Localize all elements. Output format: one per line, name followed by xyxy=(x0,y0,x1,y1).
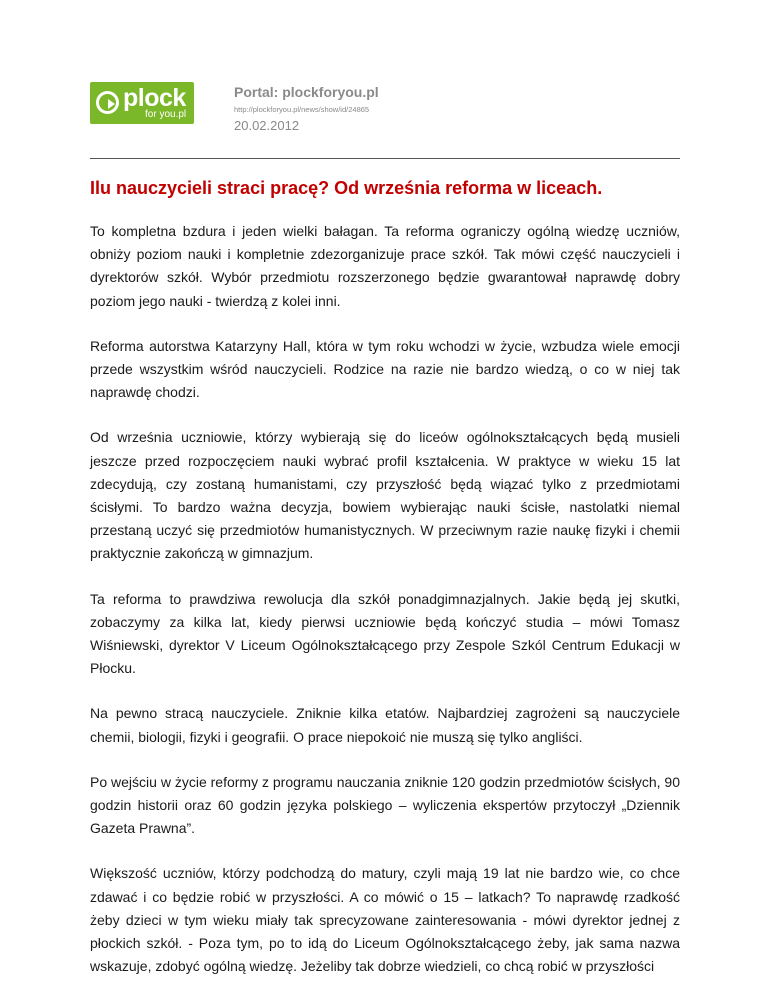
article-paragraph: Większość uczniów, którzy podchodzą do matury, czyli mają 19 lat nie bardzo wie, co chce zdawać i co będzie robić w przyszłości. A co mówić o 15 – latkach? To naprawdę rzadkość żeby dzieci w tym wieku miały tak sprecyzowane zainteresowania - mówi dyrektor jednej z płockich szkół. - Poza tym, po to idą do Liceum Ogólnokształcącego żeby, jak sama nazwa wskazuje, zdobyć ogólną wiedzę. Jeżeliby tak dobrze wiedzieli, co chcą robić w przyszłości xyxy=(90,865,680,975)
article-paragraph: Reforma autorstwa Katarzyny Hall, która w tym roku wchodzi w życie, wzbudza wiele emocji przede wszystkim wśród nauczycieli. Rodzice na razie nie bardzo wiedzą, o co w niej tak naprawdę chodzi. xyxy=(90,337,680,401)
publication-date: 20.02.2012 xyxy=(234,118,300,133)
article-paragraph: Po wejściu w życie reformy z programu nauczania zniknie 120 godzin przedmiotów ścisłych, 90 godzin historii oraz 60 godzin języka polskiego – wyliczenia ekspertów przytoczył „Dziennik Gazeta Prawna”. xyxy=(90,773,680,837)
article-paragraph: Na pewno stracą nauczyciele. Zniknie kilka etatów. Najbardziej zagrożeni są nauczyciele chemii, biologii, fizyki i geografii. O prace niepokoić nie muszą się tylko angliści. xyxy=(90,705,680,745)
plockforyou-logo xyxy=(90,82,194,124)
article-paragraph: Ta reforma to prawdziwa rewolucja dla szkół ponadgimnazjalnych. Jakie będą jej skutki, zobaczymy za kilka lat, kiedy pierwsi uczniowie będą kończyć studia – mówi Tomasz Wiśniewski, dyrektor V Liceum Ogólnokształcącego przy Zespole Szkól Centrum Edukacji w Płocku. xyxy=(90,590,680,677)
logo-text: plock xyxy=(123,84,186,112)
logo-subtext: for you.pl xyxy=(145,109,187,120)
header-divider xyxy=(90,158,680,159)
source-url: http://plockforyou.pl/news/show/id/24865 xyxy=(234,105,370,114)
article-title: Ilu nauczycieli straci pracę? Od września reforma w liceach. xyxy=(90,178,603,198)
play-icon xyxy=(96,91,119,114)
document-header xyxy=(90,78,680,138)
article-paragraph: To kompletna bzdura i jeden wielki bałagan. Ta reforma ograniczy ogólną wiedzę uczniów, obniży poziom nauki i kompletnie zdezorganizuje prace szkół. Tak mówi część nauczycieli i dyrektorów szkół. Wybór przedmiotu rozszerzonego będzie gwarantował naprawdę dobry poziom jego nauki - twierdzą z kolei inni. xyxy=(90,223,680,309)
article-paragraph: Od września uczniowie, którzy wybierają się do liceów ogólnokształcących będą musieli jeszcze przed rozpoczęciem nauki wybrać profil kształcenia. W praktyce w wieku 15 lat zdecydują, czy zostaną humanistami, czy przyszłość będą wiązać tylko z przedmiotami ścisłymi. To bardzo ważna decyzja, bowiem wybierając nauki ścisłe, nastolatki niemal przestaną uczyć się przedmiotów humanistycznych. W przeciwnym razie naukę fizyki i chemii praktycznie zakończą w gimnazjum. xyxy=(90,429,680,562)
article-body xyxy=(90,220,680,1000)
portal-title: Portal: plockforyou.pl xyxy=(234,84,379,100)
play-triangle-icon xyxy=(108,99,115,109)
